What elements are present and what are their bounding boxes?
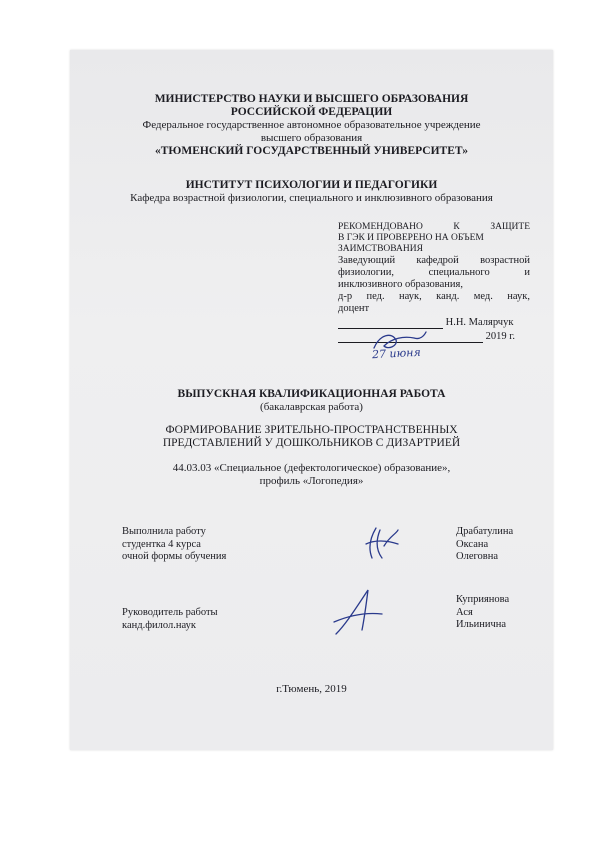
institution-line-2: высшего образования: [260, 132, 363, 144]
date-row: [338, 331, 530, 343]
ministry-line-2: РОССИЙСКОЙ ФЕДЕРАЦИИ: [230, 106, 393, 118]
supervisor-surname: Куприянова: [456, 594, 510, 605]
supervisor-role-line-2: канд.филол.наук: [122, 619, 196, 631]
topic-line-2: ПРЕДСТАВЛЕНИЙ У ДОШКОЛЬНИКОВ С ДИЗАРТРИЕЙ: [162, 437, 461, 449]
department-name: Кафедра возрастной физиологии, специального и инклюзивного образования: [130, 192, 493, 204]
institution-line-1: Федеральное государственное автономное образовательное учреждение: [142, 119, 481, 131]
work-topic: [70, 424, 553, 450]
student-role: [122, 526, 226, 564]
supervisor-patronymic: Ильинична: [456, 619, 507, 630]
head-line-1: Заведующий кафедрой возрастной: [338, 255, 530, 266]
head-line-2: физиологии, специального и: [338, 267, 530, 278]
supervisor-signature: [332, 584, 384, 638]
student-patronymic: Олеговна: [456, 551, 499, 562]
ministry-line-1: МИНИСТЕРСТВО НАУКИ И ВЫСШЕГО ОБРАЗОВАНИЯ: [154, 93, 469, 105]
student-surname: Драбатулина: [456, 526, 514, 537]
student-signature: [362, 524, 402, 564]
supervisor-first-name: Ася: [456, 606, 473, 618]
work-block: [70, 388, 553, 488]
approval-line-1: РЕКОМЕНДОВАНО К ЗАЩИТЕ: [338, 222, 530, 232]
university-name: «ТЮМЕНСКИЙ ГОСУДАРСТВЕННЫЙ УНИВЕРСИТЕТ»: [154, 145, 469, 157]
profile-line: профиль «Логопедия»: [259, 475, 364, 487]
title-page: [70, 50, 553, 750]
head-name: Н.Н. Малярчук: [445, 317, 514, 328]
topic-line-1: ФОРМИРОВАНИЕ ЗРИТЕЛЬНО-ПРОСТРАНСТВЕННЫХ: [165, 424, 458, 436]
specialty-block: [70, 462, 553, 488]
specialty-line: 44.03.03 «Специальное (дефектологическое) образование»,: [172, 462, 451, 474]
approval-line-3: ЗАИМСТВОВАНИЯ: [338, 244, 423, 254]
approval-block: [338, 222, 530, 343]
supervisor-name: [456, 594, 509, 632]
degree-line-1: д-р пед. наук, канд. мед. наук,: [338, 291, 530, 302]
student-name: [456, 526, 513, 564]
city-year: г.Тюмень, 2019: [276, 683, 347, 695]
work-subtype: (бакалаврская работа): [260, 401, 363, 413]
head-line-3: инклюзивного образования,: [338, 279, 463, 290]
student-first-name: Оксана: [456, 538, 489, 550]
degree-line-2: доцент: [338, 303, 370, 314]
supervisor-role-line-1: Руководитель работы: [122, 607, 218, 618]
student-role-line-2: студентка 4 курса: [122, 538, 201, 550]
date-year: 2019 г.: [485, 331, 515, 342]
approval-line-2: В ГЭК И ПРОВЕРЕНО НА ОБЪЕМ: [338, 233, 484, 243]
header-block: [70, 93, 553, 158]
supervisor-role: [122, 607, 218, 632]
institute-block: [70, 179, 553, 205]
institute-name: ИНСТИТУТ ПСИХОЛОГИИ И ПЕДАГОГИКИ: [185, 179, 438, 191]
student-role-line-1: Выполнила работу: [122, 526, 206, 537]
student-role-line-3: очной формы обучения: [122, 551, 227, 562]
handwritten-date: 27 июня: [371, 345, 422, 362]
head-signature-row: [338, 317, 530, 329]
work-type: ВЫПУСКНАЯ КВАЛИФИКАЦИОННАЯ РАБОТА: [177, 388, 446, 400]
